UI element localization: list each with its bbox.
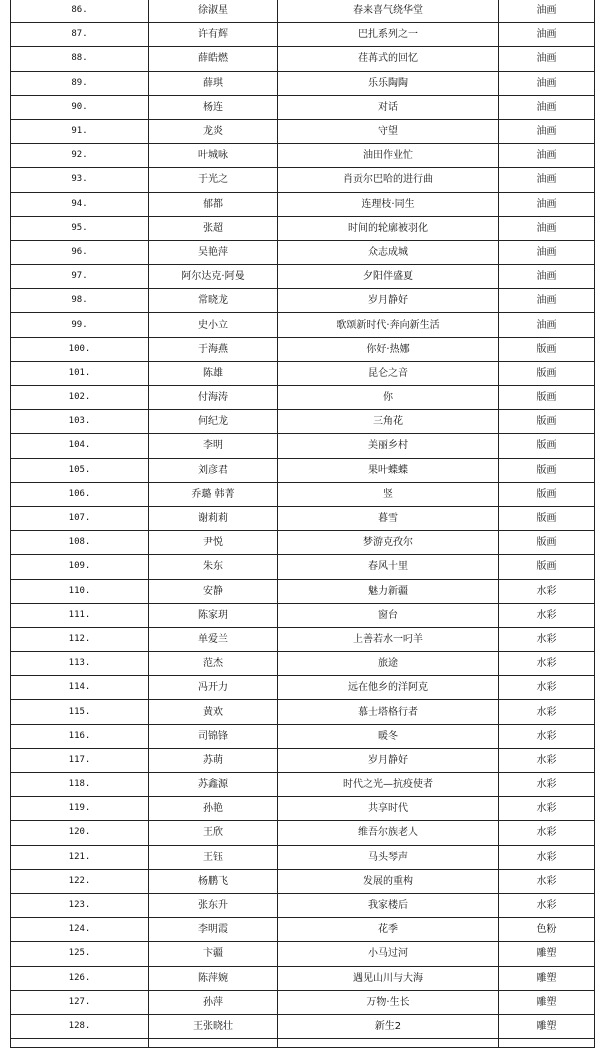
artwork-title: 暖冬 (278, 724, 499, 748)
table-row (11, 531, 595, 555)
table-row (11, 1014, 595, 1038)
table-row (11, 579, 595, 603)
table-row (11, 821, 595, 845)
artwork-category: 雕塑 (499, 1014, 595, 1038)
artwork-category: 水彩 (499, 676, 595, 700)
artist-name: 叶城咏 (149, 144, 278, 168)
table-row (11, 845, 595, 869)
entry-number: 102. (11, 386, 149, 410)
artist-name: 李明 (149, 434, 278, 458)
artist-name: 谢莉莉 (149, 506, 278, 530)
entry-number: 94. (11, 192, 149, 216)
artwork-title: 春来喜气绕华堂 (278, 0, 499, 23)
artwork-category: 水彩 (499, 748, 595, 772)
artwork-category: 油画 (499, 0, 595, 23)
table-row (11, 627, 595, 651)
table-row (11, 603, 595, 627)
table-row (11, 313, 595, 337)
entry-number: 109. (11, 555, 149, 579)
artwork-category: 版画 (499, 458, 595, 482)
artwork-title: 你好·热娜 (278, 337, 499, 361)
artwork-title: 对话 (278, 95, 499, 119)
table-row (11, 506, 595, 530)
artwork-title: 维吾尔族老人 (278, 821, 499, 845)
artist-name: 单爱兰 (149, 627, 278, 651)
entry-number: 118. (11, 773, 149, 797)
artwork-list-sheet (10, 0, 590, 1048)
entry-number: 97. (11, 265, 149, 289)
artwork-title: 美丽乡村 (278, 434, 499, 458)
table-row (11, 482, 595, 506)
artwork-category: 版画 (499, 434, 595, 458)
entry-number: 93. (11, 168, 149, 192)
artwork-title: 花季 (278, 918, 499, 942)
artist-name (149, 1039, 278, 1048)
table-row (11, 748, 595, 772)
artwork-category: 油画 (499, 265, 595, 289)
artwork-title: 乐乐陶陶 (278, 71, 499, 95)
artwork-category: 油画 (499, 192, 595, 216)
artist-name: 于海燕 (149, 337, 278, 361)
artwork-category: 版画 (499, 386, 595, 410)
artwork-title: 遇见山川与大海 (278, 966, 499, 990)
artist-name: 朱东 (149, 555, 278, 579)
artist-name: 黄欢 (149, 700, 278, 724)
artist-name: 王欣 (149, 821, 278, 845)
entry-number: 95. (11, 216, 149, 240)
artist-name: 杨连 (149, 95, 278, 119)
entry-number: 91. (11, 119, 149, 143)
artwork-category: 雕塑 (499, 942, 595, 966)
entry-number: 105. (11, 458, 149, 482)
artwork-category: 油画 (499, 95, 595, 119)
artist-name: 许有辉 (149, 23, 278, 47)
artwork-category: 水彩 (499, 579, 595, 603)
entry-number: 128. (11, 1014, 149, 1038)
artwork-title: 上善若水一叼羊 (278, 627, 499, 651)
artwork-title: 万物·生长 (278, 990, 499, 1014)
artwork-category: 版画 (499, 337, 595, 361)
table-row (11, 240, 595, 264)
table-row (11, 386, 595, 410)
entry-number: 90. (11, 95, 149, 119)
table-row (11, 942, 595, 966)
table-row (11, 168, 595, 192)
artwork-title: 昆仑之音 (278, 361, 499, 385)
entry-number: 106. (11, 482, 149, 506)
artwork-title: 我家楼后 (278, 893, 499, 917)
artwork-title: 歌颂新时代·奔向新生活 (278, 313, 499, 337)
artwork-category: 水彩 (499, 773, 595, 797)
artwork-category: 水彩 (499, 724, 595, 748)
artwork-title (278, 1039, 499, 1048)
artist-name: 苏鑫源 (149, 773, 278, 797)
artist-name: 于光之 (149, 168, 278, 192)
artwork-title: 荏苒式的回忆 (278, 47, 499, 71)
artwork-category: 水彩 (499, 869, 595, 893)
table-row (11, 47, 595, 71)
entry-number: 101. (11, 361, 149, 385)
table-row (11, 265, 595, 289)
artist-name: 郁都 (149, 192, 278, 216)
artwork-title: 竖 (278, 482, 499, 506)
artist-name: 苏萌 (149, 748, 278, 772)
entry-number: 100. (11, 337, 149, 361)
entry-number (11, 1039, 149, 1048)
entry-number: 98. (11, 289, 149, 313)
artwork-title: 远在他乡的洋阿克 (278, 676, 499, 700)
table-row (11, 71, 595, 95)
artwork-category: 油画 (499, 168, 595, 192)
artwork-title: 暮雪 (278, 506, 499, 530)
artwork-category: 水彩 (499, 821, 595, 845)
table-row (11, 990, 595, 1014)
artwork-category: 油画 (499, 23, 595, 47)
entry-number: 103. (11, 410, 149, 434)
artwork-title: 发展的重构 (278, 869, 499, 893)
artist-name: 阿尔达克·阿曼 (149, 265, 278, 289)
artwork-title: 连理枝·同生 (278, 192, 499, 216)
entry-number: 99. (11, 313, 149, 337)
artwork-category: 雕塑 (499, 966, 595, 990)
table-row (11, 192, 595, 216)
artist-name: 陈萍婉 (149, 966, 278, 990)
artist-name: 杨鹏飞 (149, 869, 278, 893)
table-row (11, 773, 595, 797)
artist-name: 吴艳萍 (149, 240, 278, 264)
artwork-category: 油画 (499, 71, 595, 95)
artist-name: 尹悦 (149, 531, 278, 555)
artwork-category: 版画 (499, 410, 595, 434)
artist-name: 司锦锋 (149, 724, 278, 748)
entry-number: 114. (11, 676, 149, 700)
artwork-table-body (11, 0, 595, 1048)
artwork-category: 水彩 (499, 603, 595, 627)
artwork-table (10, 0, 595, 1048)
artwork-title: 时代之光—抗疫使者 (278, 773, 499, 797)
entry-number: 122. (11, 869, 149, 893)
artwork-title: 三角花 (278, 410, 499, 434)
artist-name: 范杰 (149, 652, 278, 676)
artist-name: 徐淑星 (149, 0, 278, 23)
artwork-title: 岁月静好 (278, 748, 499, 772)
table-row (11, 676, 595, 700)
artwork-title: 梦游克孜尔 (278, 531, 499, 555)
artwork-title: 巴扎系列之一 (278, 23, 499, 47)
artwork-category: 色粉 (499, 918, 595, 942)
artwork-title: 共享时代 (278, 797, 499, 821)
artwork-category: 版画 (499, 555, 595, 579)
artist-name: 安静 (149, 579, 278, 603)
artwork-title: 时间的轮廓被羽化 (278, 216, 499, 240)
entry-number: 92. (11, 144, 149, 168)
artwork-title: 夕阳伴盛夏 (278, 265, 499, 289)
entry-number: 86. (11, 0, 149, 23)
entry-number: 115. (11, 700, 149, 724)
artist-name: 乔璐 韩菁 (149, 482, 278, 506)
entry-number: 120. (11, 821, 149, 845)
artwork-title: 魅力新疆 (278, 579, 499, 603)
table-row (11, 434, 595, 458)
artist-name: 常晓龙 (149, 289, 278, 313)
artwork-category: 版画 (499, 506, 595, 530)
artist-name: 张东升 (149, 893, 278, 917)
table-row (11, 700, 595, 724)
artwork-category (499, 1039, 595, 1048)
artwork-title: 旅途 (278, 652, 499, 676)
artwork-title: 肖贡尔巴哈的进行曲 (278, 168, 499, 192)
artist-name: 史小立 (149, 313, 278, 337)
artwork-category: 版画 (499, 482, 595, 506)
entry-number: 104. (11, 434, 149, 458)
artist-name: 李明霞 (149, 918, 278, 942)
artist-name: 陈雄 (149, 361, 278, 385)
table-row (11, 289, 595, 313)
table-row (11, 95, 595, 119)
entry-number: 117. (11, 748, 149, 772)
artwork-title: 油田作业忙 (278, 144, 499, 168)
entry-number: 96. (11, 240, 149, 264)
artwork-title: 果叶蝶蝶 (278, 458, 499, 482)
table-row (11, 410, 595, 434)
artwork-category: 水彩 (499, 627, 595, 651)
artwork-category: 版画 (499, 531, 595, 555)
table-row (11, 216, 595, 240)
artist-name: 陈家玥 (149, 603, 278, 627)
artist-name: 何纪龙 (149, 410, 278, 434)
table-row (11, 724, 595, 748)
artwork-title: 你 (278, 386, 499, 410)
table-row (11, 458, 595, 482)
artist-name: 卞疆 (149, 942, 278, 966)
entry-number: 125. (11, 942, 149, 966)
table-row (11, 918, 595, 942)
entry-number: 87. (11, 23, 149, 47)
entry-number: 108. (11, 531, 149, 555)
table-row (11, 893, 595, 917)
artwork-title: 新生2 (278, 1014, 499, 1038)
entry-number: 124. (11, 918, 149, 942)
entry-number: 110. (11, 579, 149, 603)
artwork-category: 水彩 (499, 797, 595, 821)
artwork-title: 岁月静好 (278, 289, 499, 313)
artwork-title: 守望 (278, 119, 499, 143)
table-row (11, 119, 595, 143)
artist-name: 薛皓燃 (149, 47, 278, 71)
artwork-category: 雕塑 (499, 990, 595, 1014)
artist-name: 孙艳 (149, 797, 278, 821)
table-row (11, 652, 595, 676)
artwork-category: 油画 (499, 216, 595, 240)
artist-name: 刘彦君 (149, 458, 278, 482)
artwork-category: 水彩 (499, 700, 595, 724)
entry-number: 119. (11, 797, 149, 821)
table-row (11, 1039, 595, 1048)
table-row (11, 144, 595, 168)
entry-number: 123. (11, 893, 149, 917)
artwork-category: 油画 (499, 313, 595, 337)
artwork-category: 油画 (499, 119, 595, 143)
artist-name: 王钰 (149, 845, 278, 869)
artist-name: 付海涛 (149, 386, 278, 410)
entry-number: 121. (11, 845, 149, 869)
entry-number: 111. (11, 603, 149, 627)
artist-name: 张超 (149, 216, 278, 240)
artwork-category: 油画 (499, 144, 595, 168)
table-row (11, 23, 595, 47)
artwork-category: 版画 (499, 361, 595, 385)
artwork-title: 众志成城 (278, 240, 499, 264)
entry-number: 116. (11, 724, 149, 748)
table-row (11, 966, 595, 990)
entry-number: 127. (11, 990, 149, 1014)
artist-name: 龙炎 (149, 119, 278, 143)
entry-number: 113. (11, 652, 149, 676)
table-row (11, 555, 595, 579)
artwork-category: 油画 (499, 289, 595, 313)
artist-name: 王张晓壮 (149, 1014, 278, 1038)
entry-number: 88. (11, 47, 149, 71)
artwork-category: 油画 (499, 240, 595, 264)
artist-name: 孙萍 (149, 990, 278, 1014)
artwork-category: 水彩 (499, 845, 595, 869)
artwork-category: 水彩 (499, 652, 595, 676)
table-row (11, 361, 595, 385)
entry-number: 112. (11, 627, 149, 651)
artwork-title: 春风十里 (278, 555, 499, 579)
artwork-title: 马头琴声 (278, 845, 499, 869)
table-row (11, 869, 595, 893)
artwork-title: 窗台 (278, 603, 499, 627)
entry-number: 107. (11, 506, 149, 530)
artist-name: 冯开力 (149, 676, 278, 700)
entry-number: 89. (11, 71, 149, 95)
artwork-title: 慕士塔格行者 (278, 700, 499, 724)
table-row (11, 0, 595, 23)
artwork-category: 油画 (499, 47, 595, 71)
entry-number: 126. (11, 966, 149, 990)
artwork-category: 水彩 (499, 893, 595, 917)
table-row (11, 797, 595, 821)
artwork-title: 小马过河 (278, 942, 499, 966)
artist-name: 薛琪 (149, 71, 278, 95)
table-row (11, 337, 595, 361)
